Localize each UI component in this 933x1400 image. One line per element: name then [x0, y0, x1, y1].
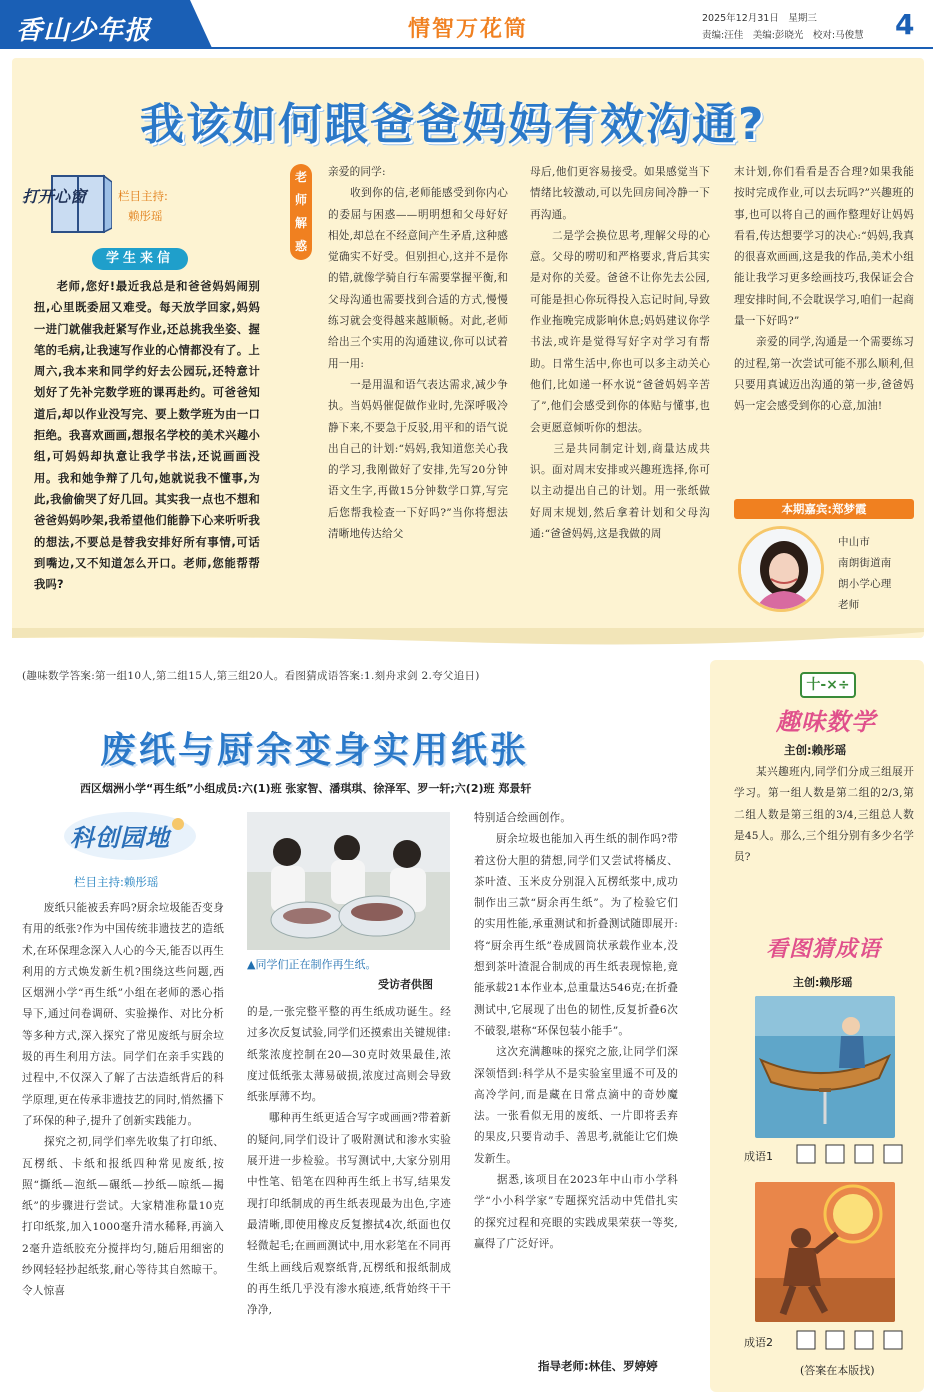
article2-advisor: 指导老师:林佳、罗婷婷	[538, 1359, 658, 1373]
idiom-picture-1	[755, 996, 895, 1138]
article2-photo	[247, 812, 450, 950]
editor-credits: 责编:汪佳 美编:彭晓光 校对:马俊慧	[702, 30, 864, 41]
article2-byline: 西区烟洲小学“再生纸”小组成员:六(1)班 张家智、潘琪琪、徐泽军、罗一轩;六(2)班 郑景轩	[80, 782, 532, 795]
issue-date: 2025年12月31日 星期三	[702, 13, 817, 24]
idiom-boxes-1	[796, 1144, 906, 1164]
guest-photo	[738, 526, 824, 612]
idiom-label-1: 成语1	[744, 1150, 773, 1163]
guest-description: 中山市 南朗街道南 朗小学心理 老师	[838, 536, 892, 611]
page-number: 4	[895, 8, 915, 41]
students-making-paper-photo	[247, 812, 450, 950]
student-letter-label: 学生来信	[92, 248, 188, 270]
answer-boxes-2	[796, 1330, 906, 1350]
column-logo-text: 打开心窗	[22, 187, 87, 206]
paper-name: 香山少年报	[16, 16, 152, 46]
article2-host: 栏目主持:赖彤瑶	[74, 875, 159, 889]
photo-credit: 受访者供图	[378, 978, 433, 991]
article2-col2: 的是,一张完整平整的再生纸成功诞生。经过多次反复试验,同学们还摸索出关键规律:纸浆浓度控制在20—30克时效果最佳,浓度过低纸张太薄易破损,浓度过高则会导致纸张厚薄不均。 哪种再生纸更适合写字或画画?带着新的疑问,同学们设计了吸附测试和渗水实验展开进一步检验。书写测试中,大家分别用中性笔、铅笔在四种再生纸上书写,结果发现打印纸制成的再生纸表现最为出色,字迹最清晰,即使用橡皮反复擦拭4次,纸面也仅轻微起毛;在画画测试中,用水彩笔在不同再生纸上画线后观察纸背,瓦楞纸和报纸制成的再生纸几乎没有渗水痕迹,纸背始终干干净净,	[247, 1006, 451, 1317]
boat-sword-illustration	[755, 996, 895, 1138]
idiom-host: 主创:赖彤瑶	[793, 976, 853, 989]
math-logo-symbols: 十-×÷	[800, 672, 856, 698]
idiom-boxes-2	[796, 1330, 906, 1350]
kechuang-text: 科创园地	[70, 824, 170, 852]
math-host: 主创:赖彤瑶	[784, 743, 847, 757]
column-host-name: 赖彤瑶	[128, 209, 163, 223]
article2-title: 废纸与厨余变身实用纸张	[100, 730, 530, 771]
answer-boxes-1	[796, 1144, 906, 1164]
article2-col1: 废纸只能被丢弃吗?厨余垃圾能否变身有用的纸张?作为中国传统非遗技艺的造纸术,在环保理念深入人心的今天,能否以再生利用的方式焕发新生机?围绕这些问题,西区烟洲小学“再生纸”小组在老师的悉心指导下,通过问卷调研、实验操作、对比分析等多种方式,深入探究了常见废纸与厨余垃圾的再生利用方法。同学们在亲手实践的过程中,不仅深入了解了古法造纸背后的科学原理,更在传承非遗技艺的同时,悄然播下了环保的种子,提升了创新实践能力。 探究之初,同学们率先收集了打印纸、瓦楞纸、卡纸和报纸四种常见废纸,按照“撕纸—泡纸—碾纸—抄纸—晾纸—揭纸”的步骤进行尝试。大家精准称量10克打印纸浆,加入1000毫升清水稀释,再滴入2毫升造纸胶充分搅拌均匀,随后用细密的纱网轻轻抄起纸浆,耐心等待其自然晾干。令人惊喜	[22, 902, 224, 1298]
answers-line: (趣味数学答案:第一组10人,第二组15人,第三组20人。看图猜成语答案:1.刻舟求剑 2.夸父追日)	[22, 670, 480, 682]
math-title: 趣味数学	[776, 708, 876, 736]
math-question: 某兴趣班内,同学们分成三组展开学习。第一组人数是第二组的2/3,第二组人数是第三组的3/4,三组总人数是45人。那么,三个组分别有多少名学员?	[734, 766, 914, 864]
teacher-reply-col1: 亲爱的同学: 收到你的信,老师能感受到你内心的委屈与困惑——明明想和父母好好相处,却总在不经意间产生矛盾,这种感觉确实不好受。但别担心,这并不是你的错,就像学骑自行车需要掌握平衡,和父母沟通也需要找到合适的方式,慢慢练习就会变得越来越顺畅。对此,老师给出三个实用的沟通建议,你可以试着用一用: 一是用温和语气表达需求,减少争执。当妈妈催促做作业时,先深呼吸冷静下来,不要急于反驳,用平和的语气说出自己的计划:“妈妈,我知道您关心我的学习,我刚做好了安排,先写20分钟语文生字,再做15分钟数学口算,写完后您帮我检查一下好吗?”当你将想法清晰地传达给父	[328, 166, 508, 541]
teacher-reply-col2: 母后,他们更容易接受。如果感觉当下情绪比较激动,可以先回房间冷静一下再沟通。 二是学会换位思考,理解父母的心意。父母的唠叨和严格要求,背后其实是对你的关爱。爸爸不让你先去公园,可能是担心你玩得投入忘记时间,导致作业拖晚完成影响休息;妈妈建议你学书法,或许是觉得写好字对学习有帮助。日常生活中,你也可以多主动关心他们,比如递一杯水说“爸爸妈妈辛苦了”,他们会感受到你的体贴与懂事,也会更愿意倾听你的想法。 三是共同制定计划,商量达成共识。面对周末安排或兴趣班选择,你可以主动提出自己的计划。用一张纸做好周末规划,然后拿着计划和父母沟通:“爸爸妈妈,这是我做的周	[530, 166, 710, 541]
column-logo-kechuang	[60, 806, 200, 866]
chasing-sun-illustration	[755, 1182, 895, 1322]
section-title: 情智万花筒	[408, 17, 529, 42]
photo-caption: ▲同学们正在制作再生纸。	[247, 958, 377, 971]
teacher-label: 老师解惑	[290, 164, 312, 260]
panel-curl-decoration	[12, 628, 924, 648]
teacher-reply-col3: 末计划,你们看看是否合理?如果我能按时完成作业,可以去玩吗?”兴趣班的事,也可以将自己的画作整理好让妈妈看看,传达想要学习的决心:“妈妈,我真的很喜欢画画,这是我的作品,美术小组能让我学习更多绘画技巧,我保证会合理安排时间,不会耽误学习,咱们一起商量一下好吗?” 亲爱的同学,沟通是一个需要练习的过程,第一次尝试可能不那么顺利,但只要用真诚迈出沟通的第一步,爸爸妈妈一定会感受到你的心意,加油!	[734, 166, 914, 413]
column-logo-xinchuang	[22, 170, 112, 240]
student-letter-text: 老师,您好!最近我总是和爸爸妈妈闹别扭,心里既委屈又难受。每天放学回家,妈妈一进门就催我赶紧写作业,还总挑我坐姿、握笔的毛病,让我速写作业的心情都没有了。上周六,我本来和同学约好去公园玩,还特意计划好了先补完数学班的课再赴约。可爸爸知道后,却以作业没写完、要上数学班为由一口拒绝。我喜欢画画,想报名学校的美术兴趣小组,可妈妈却执意让我学书法,还说画画没用。我和她争辩了几句,她就说我不懂事,为此,我偷偷哭了好几回。其实我一点也不想和爸爸妈妈吵架,我希望他们能静下心来听听我的想法,不要总是替我安排好所有事情,可话到嘴边,又不知道怎么开口。老师,您能帮帮我吗?	[34, 280, 260, 592]
article2-col3: 特别适合绘画创作。 厨余垃圾也能加入再生纸的制作吗?带着这份大胆的猜想,同学们又尝试将橘皮、茶叶渣、玉米皮分别混入瓦楞纸浆中,成功制作出三款“厨余再生纸”。为了检验它们的实用性能,承重测试和折叠测试随即展开:将“厨余再生纸”卷成圆筒状承载作业本,没想到茶叶渣混合制成的再生纸表现惊艳,竟能承载21本作业本,总重量达546克;在折叠测试中,它展现了出色的韧性,反复折叠6次不破裂,堪称“环保包装小能手”。 这次充满趣味的探究之旅,让同学们深深领悟到:科学从不是实验室里遥不可及的高冷学问,而是藏在日常点滴中的奇妙魔法。一张看似无用的废纸、一片即将丢弃的果皮,只要肯动手、善思考,就能让它们焕发新生。 据悉,该项目在2023年中山市小学科学“小小科学家”专题探究活动中凭借扎实的探究过程和亮眼的实践成果荣获一等奖,赢得了广泛好评。	[474, 812, 678, 1250]
idiom-title: 看图猜成语	[766, 937, 882, 962]
guest-label: 本期嘉宾:郑梦霞	[734, 499, 914, 519]
idiom-label-2: 成语2	[744, 1336, 773, 1349]
idiom-picture-2	[755, 1182, 895, 1322]
article1-title: 我该如何跟爸爸妈妈有效沟通?	[140, 99, 766, 150]
header-bar	[0, 0, 933, 52]
idiom-answer-note: (答案在本版找)	[800, 1364, 875, 1377]
column-host-label: 栏目主持:	[118, 189, 168, 203]
